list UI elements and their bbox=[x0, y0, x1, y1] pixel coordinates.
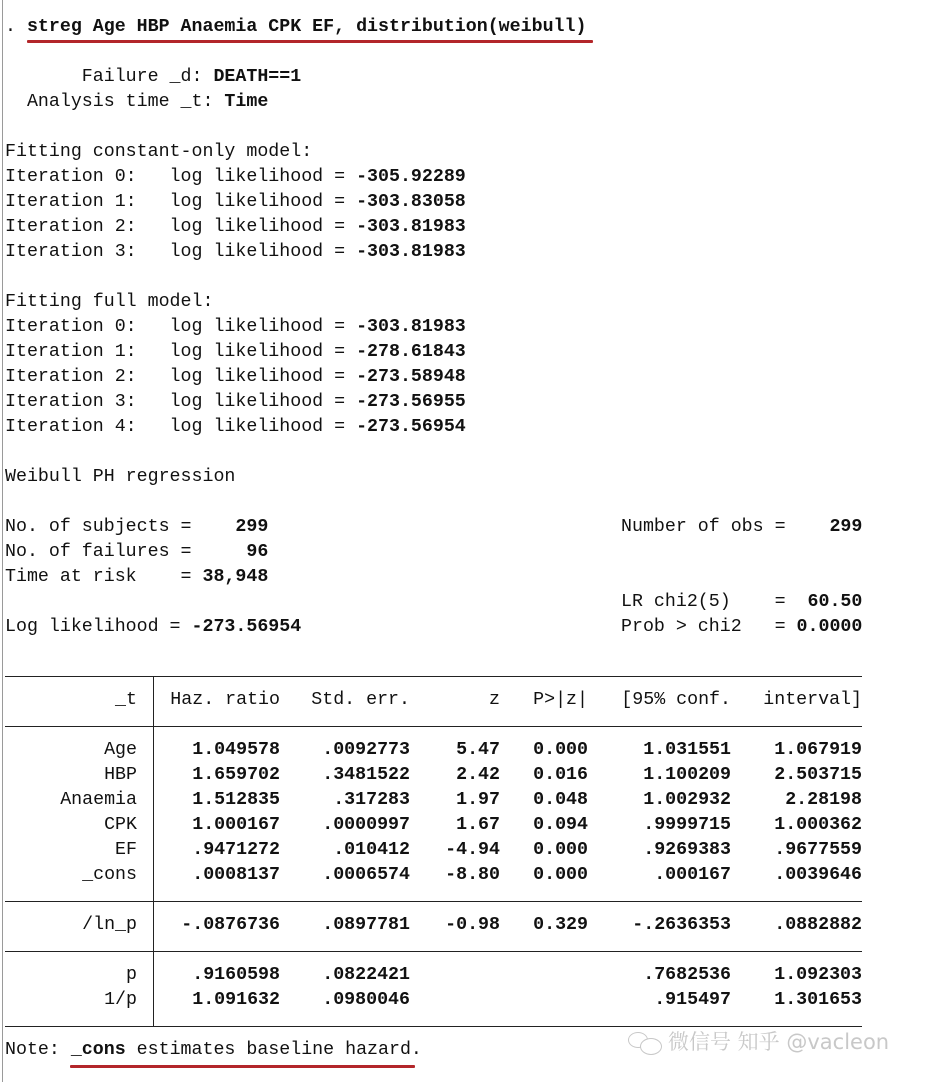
row-label: CPK bbox=[104, 815, 137, 835]
haz-ratio: 1.659702 bbox=[192, 765, 280, 785]
z-value: -0.98 bbox=[445, 915, 500, 935]
iteration-label: Iteration 3: log likelihood = bbox=[5, 242, 357, 262]
ci-high: .0882882 bbox=[774, 915, 862, 935]
iteration-value: -273.56955 bbox=[356, 392, 466, 412]
ci-low: .915497 bbox=[654, 990, 731, 1010]
std-err: .317283 bbox=[333, 790, 410, 810]
row-label: _cons bbox=[82, 865, 137, 885]
std-err: .0897781 bbox=[322, 915, 410, 935]
haz-ratio: .9160598 bbox=[192, 965, 280, 985]
iteration-label: Iteration 2: log likelihood = bbox=[5, 217, 357, 237]
row-label: Age bbox=[104, 740, 137, 760]
iteration-line bbox=[5, 240, 466, 265]
command-line bbox=[5, 15, 586, 40]
std-err: .0822421 bbox=[322, 965, 410, 985]
note-line bbox=[5, 1038, 422, 1063]
haz-ratio: 1.000167 bbox=[192, 815, 280, 835]
p-value: 0.000 bbox=[533, 865, 588, 885]
z-value: -4.94 bbox=[445, 840, 500, 860]
command-prompt: . bbox=[5, 17, 27, 37]
iteration-value: -278.61843 bbox=[356, 342, 466, 362]
ci-high: .0039646 bbox=[774, 865, 862, 885]
iteration-value: -303.81983 bbox=[356, 317, 466, 337]
haz-ratio: 1.512835 bbox=[192, 790, 280, 810]
watermark bbox=[628, 1027, 889, 1057]
iteration-value: -273.58948 bbox=[356, 367, 466, 387]
haz-ratio: 1.091632 bbox=[192, 990, 280, 1010]
failures-value: 96 bbox=[202, 542, 269, 562]
iteration-label: Iteration 1: log likelihood = bbox=[5, 342, 357, 362]
failures-label: No. of failures = bbox=[5, 542, 203, 562]
note-cons: _cons bbox=[70, 1040, 126, 1060]
ci-low: 1.100209 bbox=[643, 765, 731, 785]
table-header-rule bbox=[5, 726, 862, 727]
iteration-label: Iteration 1: log likelihood = bbox=[5, 192, 357, 212]
z-value: 5.47 bbox=[456, 740, 500, 760]
iteration-line bbox=[5, 390, 466, 415]
analysis-value: Time bbox=[224, 92, 269, 112]
header-t: _t bbox=[115, 690, 137, 710]
ci-low: .7682536 bbox=[643, 965, 731, 985]
ci-low: 1.002932 bbox=[643, 790, 731, 810]
iteration-label: Iteration 0: log likelihood = bbox=[5, 317, 357, 337]
iteration-line bbox=[5, 340, 466, 365]
lr-chi2-line bbox=[621, 590, 862, 615]
iteration-value: -273.56954 bbox=[356, 417, 466, 437]
iteration-value: -303.81983 bbox=[356, 217, 466, 237]
analysis-time-line bbox=[5, 90, 268, 115]
model-title: Weibull PH regression bbox=[5, 467, 236, 487]
wechat-icon bbox=[628, 1030, 662, 1054]
haz-ratio: -.0876736 bbox=[181, 915, 280, 935]
iteration-value: -305.92289 bbox=[356, 167, 466, 187]
failure-line bbox=[5, 65, 301, 90]
log-likelihood-label: Log likelihood = bbox=[5, 617, 192, 637]
p-value: 0.048 bbox=[533, 790, 588, 810]
row-label: /ln_p bbox=[82, 915, 137, 935]
iteration-label: Iteration 4: log likelihood = bbox=[5, 417, 357, 437]
table-section-rule bbox=[5, 951, 862, 952]
ci-high: 2.28198 bbox=[785, 790, 862, 810]
console-left-border bbox=[2, 0, 3, 1082]
note-prefix: Note: bbox=[5, 1040, 71, 1060]
std-err: .0000997 bbox=[322, 815, 410, 835]
p-value: 0.016 bbox=[533, 765, 588, 785]
note-underline bbox=[70, 1065, 415, 1068]
log-likelihood-value: -273.56954 bbox=[191, 617, 302, 637]
haz-ratio: .0008137 bbox=[192, 865, 280, 885]
std-err: .0092773 bbox=[322, 740, 410, 760]
ci-low: .9999715 bbox=[643, 815, 731, 835]
iteration-line bbox=[5, 415, 466, 440]
iteration-label: Iteration 0: log likelihood = bbox=[5, 167, 357, 187]
row-label: p bbox=[126, 965, 137, 985]
failures-line bbox=[5, 540, 268, 565]
p-value: 0.000 bbox=[533, 740, 588, 760]
iteration-label: Iteration 2: log likelihood = bbox=[5, 367, 357, 387]
iteration-line bbox=[5, 215, 466, 240]
z-value: 2.42 bbox=[456, 765, 500, 785]
header-z: z bbox=[489, 690, 500, 710]
lr-chi2-label: LR chi2(5) = bbox=[621, 592, 797, 612]
p-value: 0.000 bbox=[533, 840, 588, 860]
watermark-text: 微信号 知乎 @vacleon bbox=[668, 1030, 890, 1054]
haz-ratio: 1.049578 bbox=[192, 740, 280, 760]
iteration-line bbox=[5, 365, 466, 390]
log-likelihood-line bbox=[5, 615, 301, 640]
std-err: .3481522 bbox=[322, 765, 410, 785]
p-value: 0.094 bbox=[533, 815, 588, 835]
z-value: 1.67 bbox=[456, 815, 500, 835]
header-ci-low: [95% conf. bbox=[621, 690, 731, 710]
command-text: streg Age HBP Anaemia CPK EF, distribution(weibull) bbox=[26, 17, 587, 37]
command-underline bbox=[27, 40, 593, 43]
row-label: Anaemia bbox=[60, 790, 137, 810]
ci-high: 1.092303 bbox=[774, 965, 862, 985]
analysis-label: Analysis time _t: bbox=[5, 92, 225, 112]
ci-high: 1.000362 bbox=[774, 815, 862, 835]
header-std-err: Std. err. bbox=[311, 690, 410, 710]
prob-chi2-label: Prob > chi2 = bbox=[621, 617, 797, 637]
ci-high: 1.301653 bbox=[774, 990, 862, 1010]
row-label: HBP bbox=[104, 765, 137, 785]
prob-chi2-line bbox=[621, 615, 862, 640]
table-column-divider bbox=[153, 676, 154, 1026]
nobs-line bbox=[621, 515, 862, 540]
ci-high: 2.503715 bbox=[774, 765, 862, 785]
subjects-value: 299 bbox=[202, 517, 269, 537]
p-value: 0.329 bbox=[533, 915, 588, 935]
constant-only-heading: Fitting constant-only model: bbox=[5, 142, 313, 162]
table-section-rule bbox=[5, 901, 862, 902]
ci-high: 1.067919 bbox=[774, 740, 862, 760]
prob-chi2-value: 0.0000 bbox=[796, 617, 863, 637]
lr-chi2-value: 60.50 bbox=[796, 592, 863, 612]
row-label: 1/p bbox=[104, 990, 137, 1010]
iteration-line bbox=[5, 165, 466, 190]
note-text: estimates baseline hazard. bbox=[125, 1040, 422, 1060]
z-value: 1.97 bbox=[456, 790, 500, 810]
std-err: .0006574 bbox=[322, 865, 410, 885]
header-haz-ratio: Haz. ratio bbox=[170, 690, 280, 710]
nobs-value: 299 bbox=[796, 517, 863, 537]
nobs-label: Number of obs = bbox=[621, 517, 797, 537]
ci-low: -.2636353 bbox=[632, 915, 731, 935]
time-at-risk-value: 38,948 bbox=[202, 567, 269, 587]
iteration-line bbox=[5, 315, 466, 340]
time-at-risk-line bbox=[5, 565, 268, 590]
subjects-label: No. of subjects = bbox=[5, 517, 203, 537]
subjects-line bbox=[5, 515, 268, 540]
table-top-rule bbox=[5, 676, 862, 677]
row-label: EF bbox=[115, 840, 137, 860]
ci-low: 1.031551 bbox=[643, 740, 731, 760]
failure-label: Failure _d: bbox=[5, 67, 214, 87]
failure-value: DEATH==1 bbox=[213, 67, 302, 87]
header-ci-high: interval] bbox=[763, 690, 862, 710]
haz-ratio: .9471272 bbox=[192, 840, 280, 860]
z-value: -8.80 bbox=[445, 865, 500, 885]
std-err: .0980046 bbox=[322, 990, 410, 1010]
ci-low: .9269383 bbox=[643, 840, 731, 860]
time-at-risk-label: Time at risk = bbox=[5, 567, 203, 587]
ci-high: .9677559 bbox=[774, 840, 862, 860]
iteration-value: -303.83058 bbox=[356, 192, 466, 212]
header-p-value: P>|z| bbox=[533, 690, 588, 710]
iteration-label: Iteration 3: log likelihood = bbox=[5, 392, 357, 412]
full-model-heading: Fitting full model: bbox=[5, 292, 214, 312]
iteration-line bbox=[5, 190, 466, 215]
std-err: .010412 bbox=[333, 840, 410, 860]
iteration-value: -303.81983 bbox=[356, 242, 466, 262]
ci-low: .000167 bbox=[654, 865, 731, 885]
